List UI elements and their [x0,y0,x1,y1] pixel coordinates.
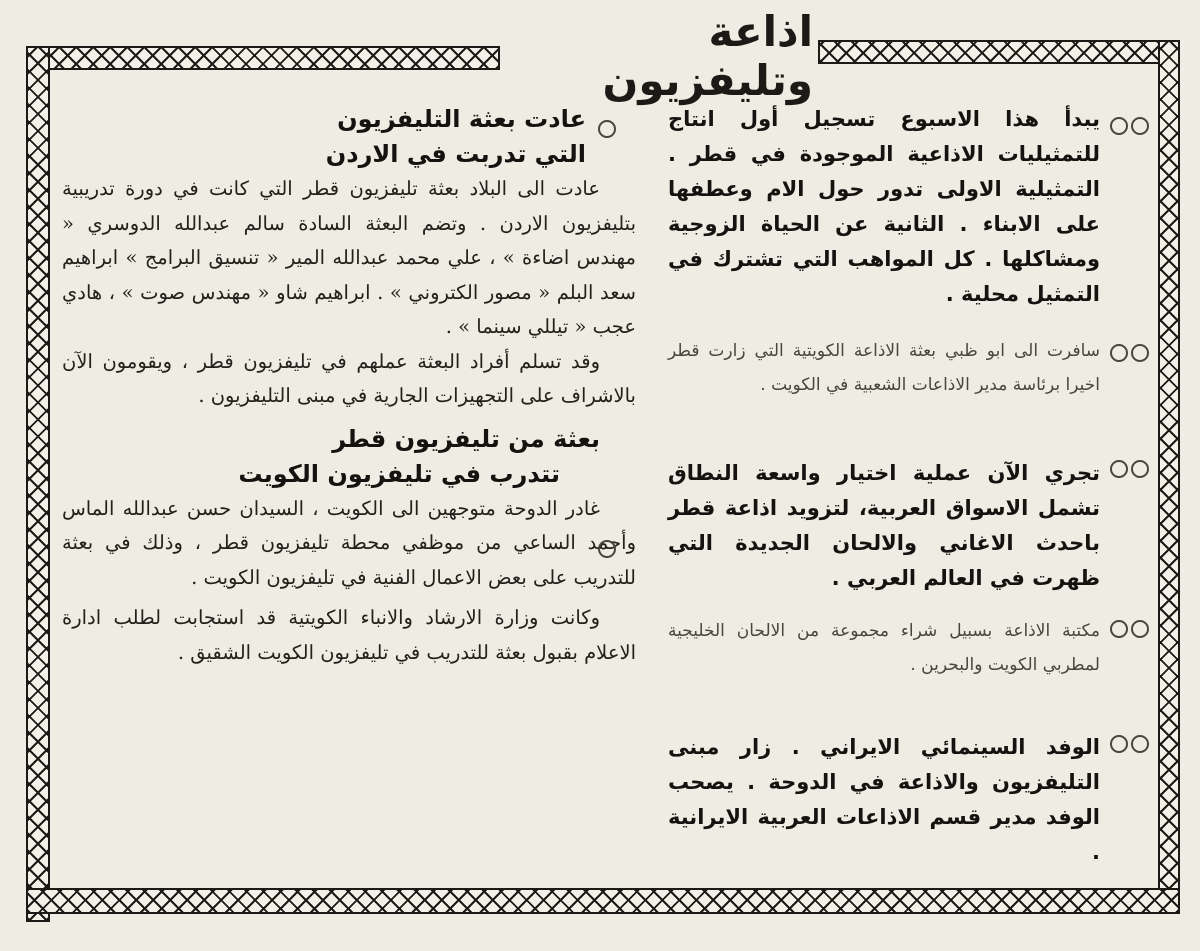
article-headline [62,422,636,492]
news-brief [668,334,1100,402]
news-brief [668,102,1100,312]
news-brief [668,614,1100,682]
headline-line: عادت بعثة التليفزيون [337,105,586,133]
article-tv-mission-jordan [62,102,636,414]
border-left [26,46,50,922]
headline-line: تتدرب في تليفزيون الكويت [238,459,560,488]
news-brief-text: مكتبة الاذاعة بسبيل شراء مجموعة من الالحان الخليجية لمطربي الكويت والبحرين . [668,621,1100,675]
bullet-circles-icon [1110,344,1149,362]
article-paragraph: عادت الى البلاد بعثة تليفزيون قطر التي كانت في دورة تدريبية بتليفزيون الاردن . وتضم البعثة السادة سالم عبدالله الدوسري « مهندس اضاءة » ، علي محمد عبدالله المير « تنسيق البرامج » ابراهيم سعد البلم « مصور الكتروني » . ابراهيم شاو « مهندس صوت » ، هادي عجب « تيللي سينما » . [62,177,636,338]
section-title: اذاعة وتليفزيون [602,7,813,105]
news-brief [668,456,1100,596]
bullet-circle-icon [598,540,616,558]
border-bottom [26,888,1180,914]
bullet-circles-icon [1110,620,1149,638]
article-paragraph: غادر الدوحة متوجهين الى الكويت ، السيدان حسن عبدالله الماس وأحمد الساعي من موظفي محطة تليفزيون قطر ، وذلك في بعثة للتدريب على بعض الاعمال الفنية في تليفزيون الكويت . [62,496,636,589]
news-brief-text: يبدأ هذا الاسبوع تسجيل أول انتاج للتمثيليات الاذاعية الموجودة في قطر . التمثيلية الاولى تدور حول الام وعطفها على الابناء . الثانية عن الحياة الزوجية ومشاكلها . كل المواهب التي تشترك في التمثيل محلية . [668,107,1100,306]
headline-line: التي تدربت في الاردن [325,140,586,168]
border-top-right [818,40,1180,64]
border-top-left [26,46,500,70]
bullet-circles-icon [1110,460,1149,478]
article-paragraph: وكانت وزارة الارشاد والانباء الكويتية قد استجابت لطلب ادارة الاعلام بقبول بعثة للتدريب في تليفزيون الكويت الشقيق . [62,606,636,664]
border-right [1158,40,1180,900]
article-headline [62,102,636,172]
news-brief-text: الوفد السينمائي الايراني . زار مبنى التليفزيون والاذاعة في الدوحة . يصحب الوفد مدير قسم الاذاعات العربية الايرانية . [668,735,1100,864]
bullet-circle-icon [598,120,616,138]
news-brief-text: تجري الآن عملية اختيار واسعة النطاق تشمل الاسواق العربية، لتزويد اذاعة قطر باحدث الاغاني والالحان الجديدة التي ظهرت في العالم العربي . [668,461,1100,590]
news-brief-text: سافرت الى ابو ظبي بعثة الاذاعة الكويتية التي زارت قطر اخيرا برئاسة مدير الاذاعات الشعبية في الكويت . [668,341,1100,395]
articles-column [62,102,636,670]
bullet-circles-icon [1110,117,1149,135]
article-tv-mission-kuwait [62,422,636,671]
article-paragraph: وقد تسلم أفراد البعثة عملهم في تليفزيون قطر ، ويقومون الآن بالاشراف على التجهيزات الجارية في مبنى التليفزيون . [62,349,636,407]
bullet-circles-icon [1110,735,1149,753]
news-brief [668,730,1100,870]
headline-line: بعثة من تليفزيون قطر [332,424,600,453]
